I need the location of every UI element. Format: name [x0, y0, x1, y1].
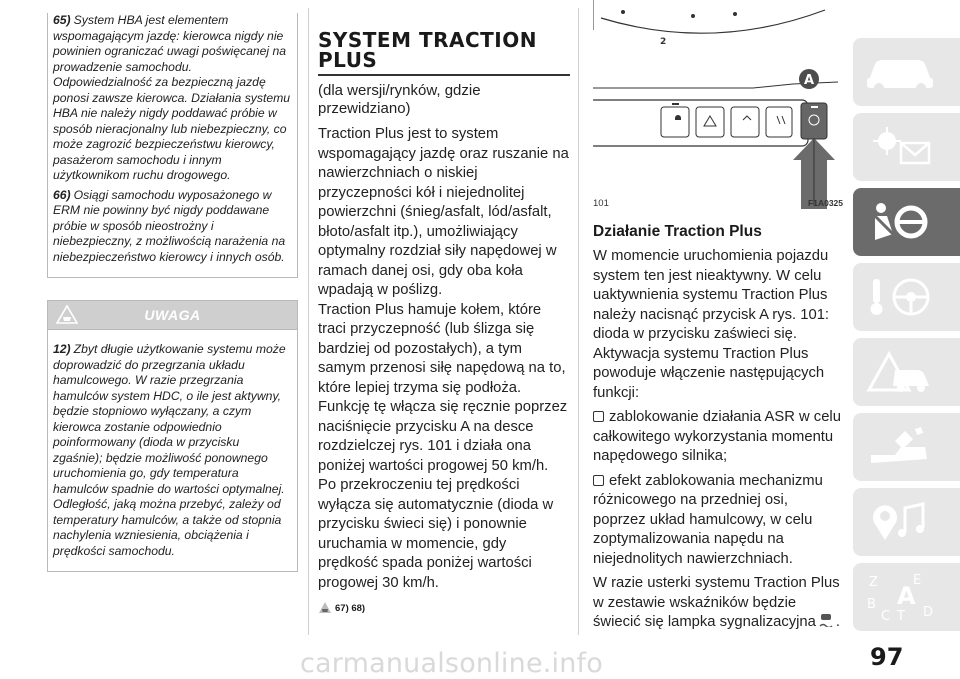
- tab-starting-driving[interactable]: [853, 263, 960, 331]
- svg-text:C: C: [881, 609, 891, 622]
- bullet-text: zablokowanie działania ASR w celu całkowitego wykorzystania momentu napędowego silnika;: [593, 409, 841, 464]
- dashboard-button-illustration: [593, 0, 838, 212]
- tab-dashboard-lights[interactable]: [853, 113, 960, 181]
- dashboard-lights-icon: [865, 125, 935, 169]
- paragraph-1: W momencie uruchomienia pojazdu system ten jest nieaktywny. W celu uaktywnienia systemu Traction Plus należy nacisnąć przycisk A rys. 101: dioda w przycisku zaświeci się. Aktywacja systemu Traction Plus powoduje włączenie następujących funkcji:: [593, 248, 830, 401]
- starting-driving-icon: [865, 275, 935, 319]
- section-body: Traction Plus jest to system wspomagający jazdę oraz ruszanie na nawierzchniach o niskiej przyczepności kół i niejednolitej powierzchni (śnieg/asfalt, lód/asfalt, błoto/asfalt itp.), umożliwiający optymalny rozdział siły napędowej w ramach danej osi, gdy oba koła wpadają w poślizg. Traction Plus hamuje kołem, które traci przyczepność (lub ślizga się bardziej od pozostałych), a tym samym przenosi siłę napędową na to, które lepiej trzyma się podłoża. Funkcję tę włącza się ręcznie poprzez naciśnięcie przycisku A na desce rozdzielczej rys. 101 i działa ona poniżej wartości progowej 50 km/h. Po przekroczeniu tej prędkości wyłącza się automatycznie (dioda w przycisku świeci się) i ponownie uruchamia w momencie, gdy prędkość spada poniżej wartości progowej 30 km/h.: [318, 126, 569, 591]
- tab-index[interactable]: [853, 563, 960, 631]
- callout-label: A: [804, 73, 815, 88]
- traction-warning-light-icon: [818, 613, 834, 627]
- note-number: 12): [53, 342, 71, 356]
- warning-header: [47, 300, 298, 330]
- tab-breakdown[interactable]: [853, 338, 960, 406]
- svg-text:A: A: [897, 582, 916, 610]
- chapter-tabs: [853, 38, 960, 638]
- svg-text:E: E: [913, 573, 922, 588]
- title-rule: [318, 74, 570, 76]
- car-info-icon: [865, 50, 935, 94]
- watermark: carmanualsonline.info: [300, 648, 603, 679]
- note-65: [53, 13, 292, 184]
- breakdown-icon: [865, 350, 935, 394]
- tab-multimedia[interactable]: [853, 488, 960, 556]
- figure-101: [593, 0, 838, 212]
- main-column: [318, 30, 570, 615]
- svg-text:D: D: [923, 605, 934, 620]
- warning-triangle-icon: [56, 304, 78, 326]
- svg-text:T: T: [897, 609, 905, 622]
- warning-box: [47, 330, 298, 572]
- paragraph-2: [593, 574, 843, 633]
- bullet-item-2: [593, 472, 843, 570]
- note-text: Zbyt długie użytkowanie systemu może doprowadzić do przegrzania układu hamulcowego. W razie przegrzania hamulców system HDC, o ile jest aktywny, będzie stopniowo wyłączany, a czym kierowca zostanie odpowiednio poinformowany (dioda w przycisku zgaśnie); będzie możliwość ponownego uruchomienia go, gdy temperatura hamulców spadnie do wartości optymalnej. Odległość, jaką można przebyć, zależy od temperatury hamulców, a także od stopnia nachylenia wzniesienia, obciążenia i prędkości samochodu.: [53, 342, 286, 558]
- column-divider: [308, 8, 309, 635]
- section-subtitle: (dla wersji/rynków, gdzie przewidziano): [318, 82, 481, 117]
- checkbox-bullet-icon: [593, 475, 604, 486]
- figure-code: F1A0325: [808, 198, 843, 208]
- svg-text:B: B: [867, 597, 876, 612]
- warning-title: UWAGA: [144, 307, 201, 323]
- section-title: SYSTEM TRACTION PLUS: [318, 28, 537, 72]
- dial-number: 2: [660, 37, 667, 47]
- note-12: [53, 342, 292, 559]
- note-number: 66): [53, 187, 71, 202]
- subsection-heading: Działanie Traction Plus: [593, 223, 762, 240]
- notes-column: [47, 13, 298, 572]
- tab-maintenance[interactable]: [853, 413, 960, 481]
- note-text: System HBA jest elementem wspomagającym jazdę: kierowca nigdy nie powinien ograniczać uwagi poświęcanej na prowadzenie samochodu. Odpowiedzialność za bezpieczną jazdę ponosi zawsze kierowca. Działania systemu HBA nie należy nigdy poddawać próbie w sposób nieracjonalny lub niebezpieczny, co może zagrozić bezpieczeństwu kierowcy, pasażerom samochodu i innym użytkownikom ruchu drogowego.: [53, 13, 291, 182]
- figure-number: 101: [593, 198, 609, 209]
- references-text: 67) 68): [335, 602, 366, 614]
- bullet-text: efekt zablokowania mechanizmu różnicowego na przedniej osi, poprzez układ hamulcowy, w celu zoptymalizowania napędu na niejednolitych nawierzchniach.: [593, 472, 823, 567]
- note-references: [318, 601, 570, 615]
- bullet-item-1: [593, 408, 843, 467]
- tab-car-info[interactable]: [853, 38, 960, 106]
- column-divider: [578, 8, 579, 635]
- note-number: 65): [53, 13, 71, 27]
- maintenance-icon: [865, 425, 935, 469]
- note-66: [53, 188, 292, 266]
- paragraph-text: W razie usterki systemu Traction Plus w zestawie wskaźników będzie świecić się lampka sygnalizacyjna: [593, 575, 840, 630]
- multimedia-icon: [865, 500, 935, 544]
- notes-box: [47, 13, 298, 278]
- figure-caption: [593, 198, 843, 209]
- index-icon: [865, 572, 945, 622]
- page-number: 97: [870, 643, 904, 671]
- svg-text:Z: Z: [869, 575, 878, 590]
- warning-small-icon: [318, 601, 332, 615]
- safety-airbag-icon: [865, 200, 935, 244]
- tab-safety[interactable]: [853, 188, 960, 256]
- paragraph-end: .: [835, 614, 840, 630]
- right-column: [593, 0, 843, 638]
- note-text: Osiągi samochodu wyposażonego w ERM nie powinny być nigdy poddawane próbie w sposób nieostrożny i niebezpieczny, z możliwością narażenia na niebezpieczeństwo kierowcy i innych osób.: [53, 187, 286, 264]
- checkbox-bullet-icon: [593, 411, 604, 422]
